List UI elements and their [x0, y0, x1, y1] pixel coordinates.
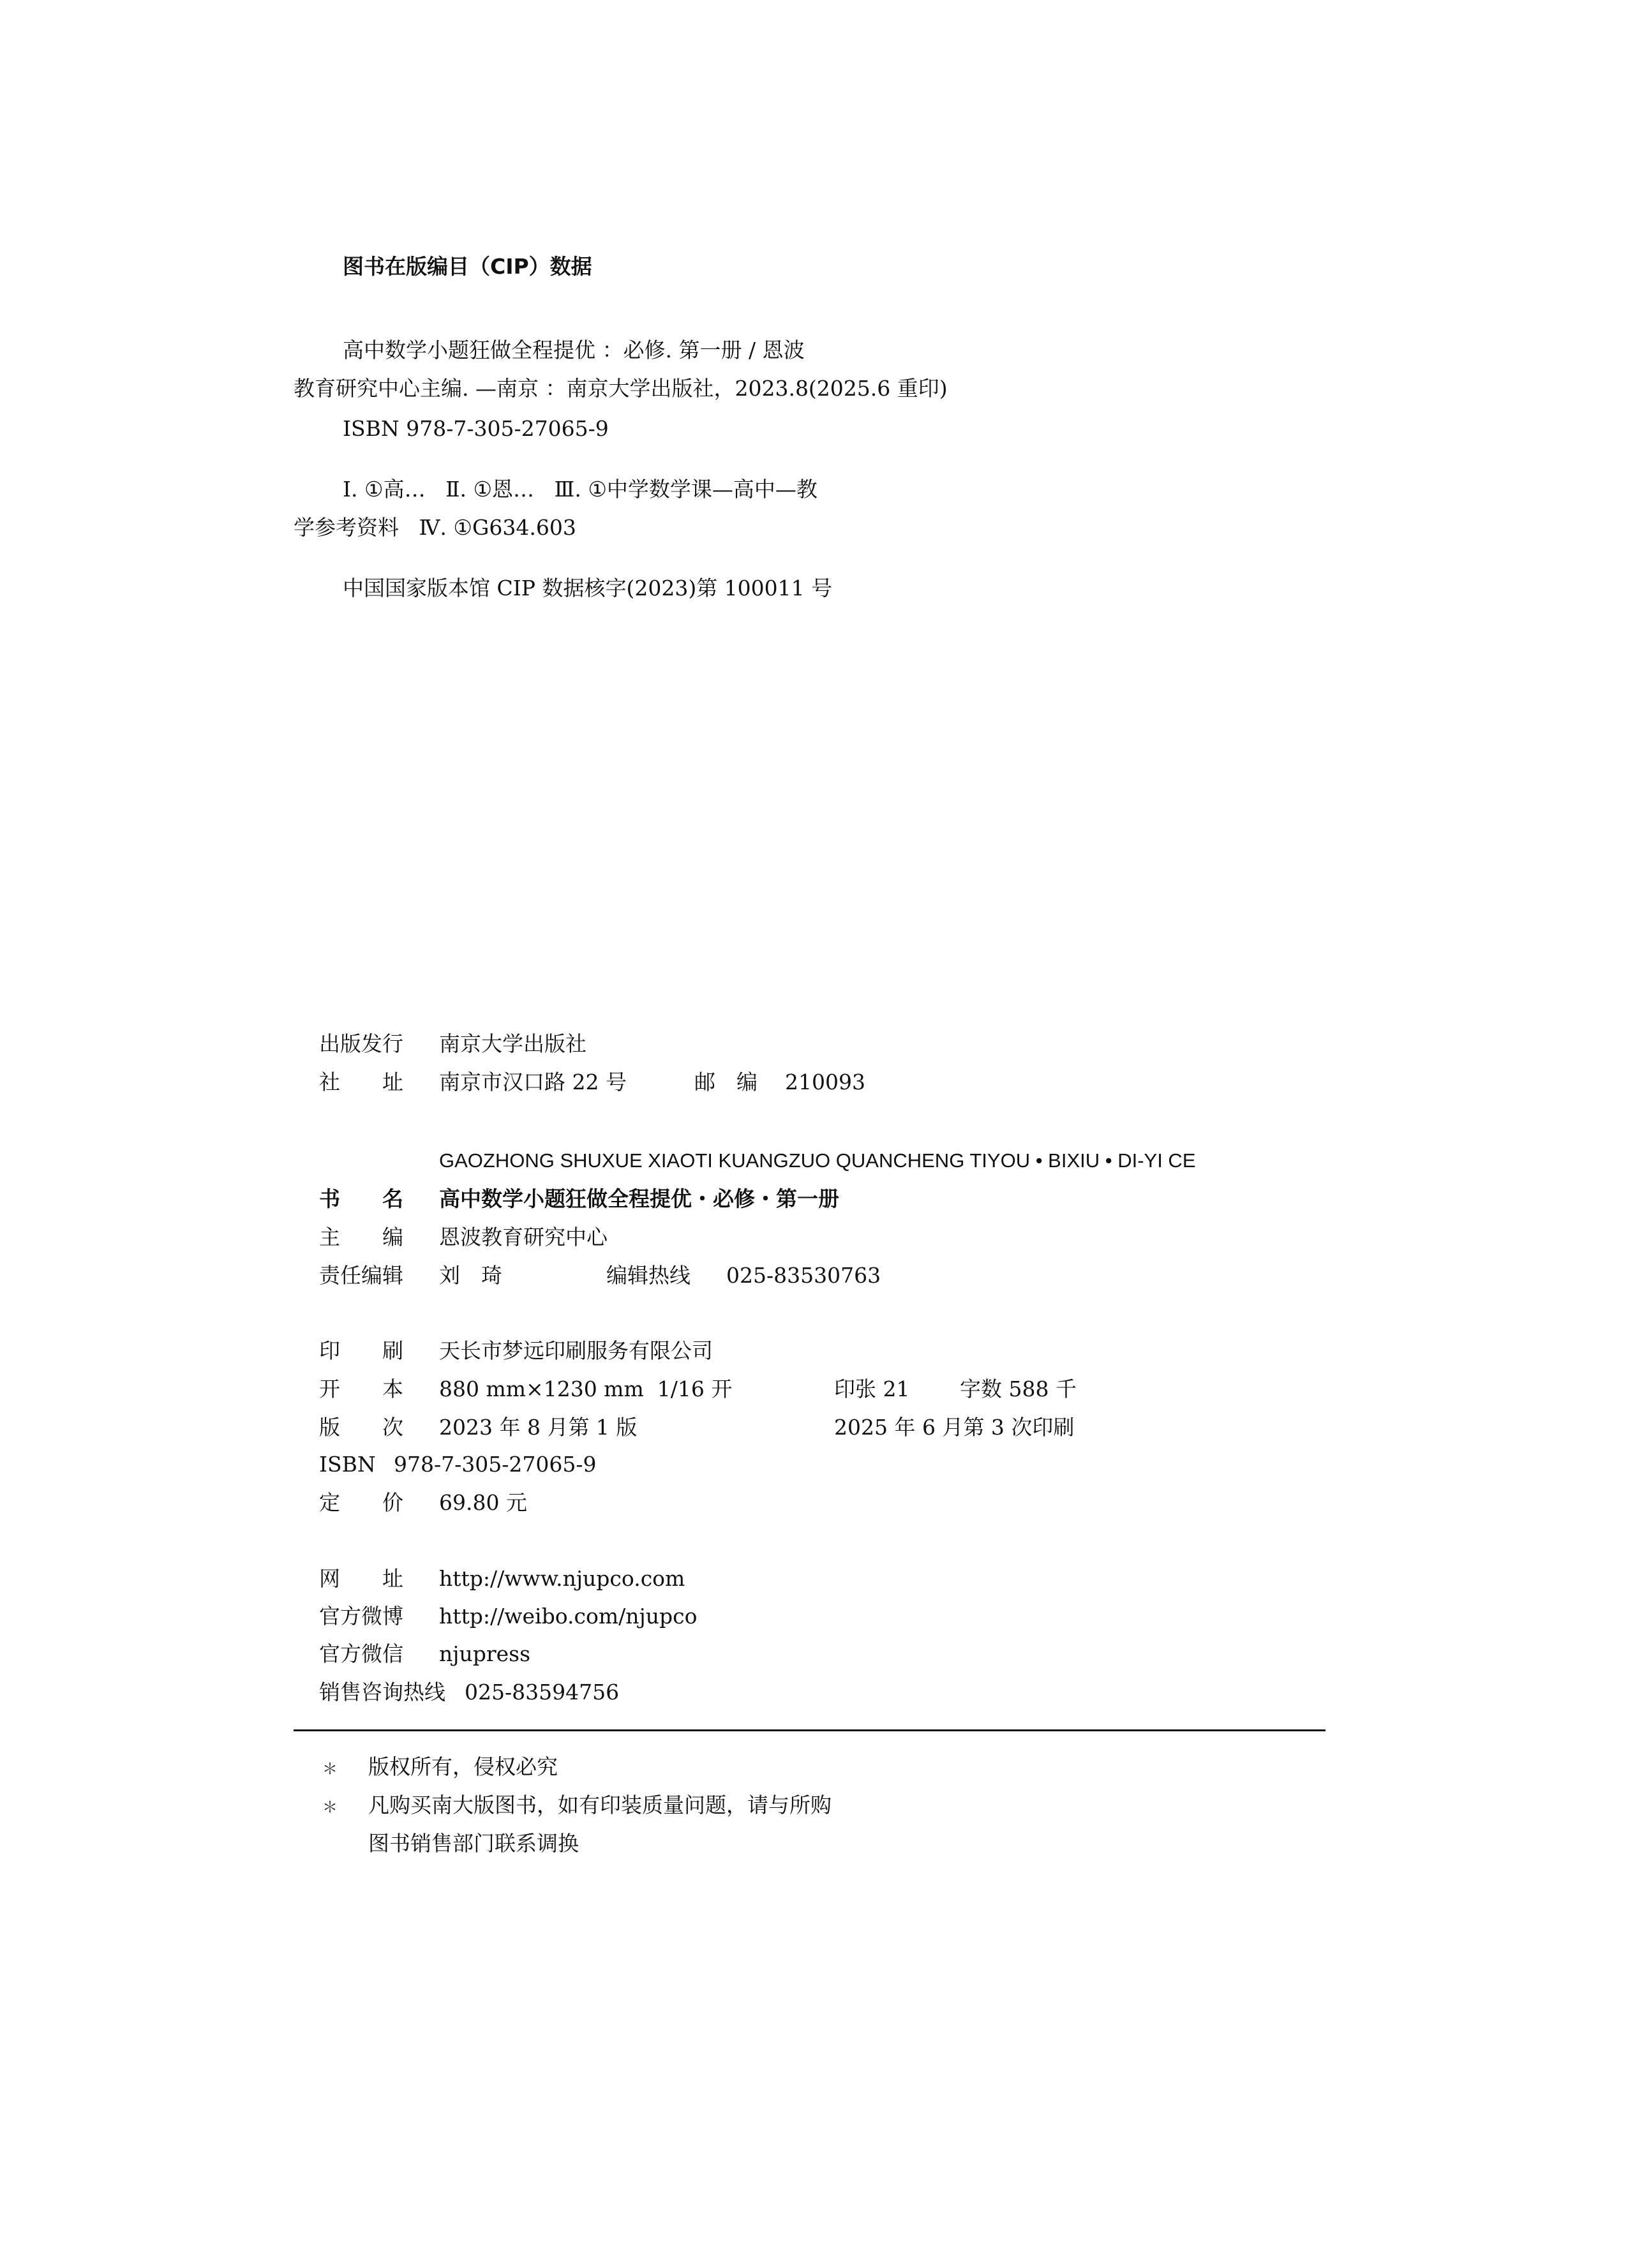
weibo-link[interactable]: http://weibo.com/njupco — [439, 1604, 698, 1629]
wechat-id: njupress — [439, 1641, 531, 1666]
title-pinyin: GAOZHONG SHUXUE XIAOTI KUANGZUO QUANCHENG TIYOU • BIXIU • DI-YI CE — [439, 1149, 1196, 1172]
note-star-1: ＊ — [322, 1760, 338, 1778]
editor-hotline-label: 编辑热线 — [606, 1263, 691, 1288]
divider-line — [294, 1729, 1326, 1731]
sales-hotline: 025-83594756 — [465, 1680, 620, 1705]
printer: 天长市梦远印刷服务有限公司 — [439, 1338, 713, 1363]
publisher-value: 南京大学出版社 — [439, 1031, 586, 1056]
website-link[interactable]: http://www.njupco.com — [439, 1566, 685, 1591]
format-label: 开 本 — [319, 1376, 403, 1401]
price: 69.80 元 — [439, 1490, 527, 1515]
isbn-value: 978-7-305-27065-9 — [394, 1452, 597, 1477]
wechat-label: 官方微信 — [319, 1641, 403, 1666]
impression: 2025 年 6 月第 3 次印刷 — [834, 1415, 1075, 1440]
edition: 2023 年 8 月第 1 版 — [439, 1415, 638, 1440]
publisher-label: 出版发行 — [319, 1031, 403, 1056]
responsible-editor: 刘 琦 — [439, 1263, 502, 1288]
printer-label: 印 刷 — [319, 1338, 403, 1363]
address-value: 南京市汉口路 22 号 — [439, 1070, 627, 1094]
format: 880 mm×1230 mm 1/16 开 — [439, 1376, 733, 1401]
cip-isbn: ISBN 978-7-305-27065-9 — [343, 416, 609, 441]
postcode-value: 210093 — [785, 1070, 865, 1094]
sales-hotline-label: 销售咨询热线 — [319, 1680, 445, 1705]
note-star-2: ＊ — [322, 1798, 338, 1816]
responsible-editor-label: 责任编辑 — [319, 1263, 403, 1288]
cip-heading: 图书在版编目（CIP）数据 — [343, 254, 592, 279]
postcode-label: 邮 编 — [694, 1070, 758, 1094]
chief-editor: 恩波教育研究中心 — [439, 1225, 608, 1250]
cip-record-number: 中国国家版本馆 CIP 数据核字(2023)第 100011 号 — [343, 576, 833, 601]
edition-label: 版 次 — [319, 1415, 403, 1440]
word-count: 字数 588 千 — [960, 1376, 1077, 1401]
copyright-note: 版权所有，侵权必究 — [368, 1754, 558, 1779]
cip-line-2: 教育研究中心主编. —南京 ：南京大学出版社，2023.8(2025.6 重印) — [294, 376, 948, 401]
cip-classification-1: Ⅰ. ①高… Ⅱ. ①恩… Ⅲ. ①中学数学课—高中—教 — [343, 477, 818, 502]
website-label: 网 址 — [319, 1566, 403, 1591]
cip-classification-2: 学参考资料 Ⅳ. ①G634.603 — [294, 515, 576, 540]
cip-line-1: 高中数学小题狂做全程提优 ：必修. 第一册 / 恩波 — [343, 338, 805, 362]
chief-editor-label: 主 编 — [319, 1225, 403, 1250]
title-label: 书 名 — [319, 1186, 403, 1211]
address-label: 社 址 — [319, 1070, 403, 1094]
weibo-label: 官方微博 — [319, 1604, 403, 1629]
price-label: 定 价 — [319, 1490, 403, 1515]
editor-hotline: 025-83530763 — [726, 1263, 881, 1288]
quality-note-line-1: 凡购买南大版图书，如有印装质量问题，请与所购 — [368, 1793, 832, 1817]
isbn-label: ISBN — [319, 1452, 376, 1477]
quality-note-line-2: 图书销售部门联系调换 — [368, 1831, 579, 1856]
printed-sheets: 印张 21 — [834, 1376, 910, 1401]
book-title: 高中数学小题狂做全程提优・必修・第一册 — [439, 1186, 839, 1211]
